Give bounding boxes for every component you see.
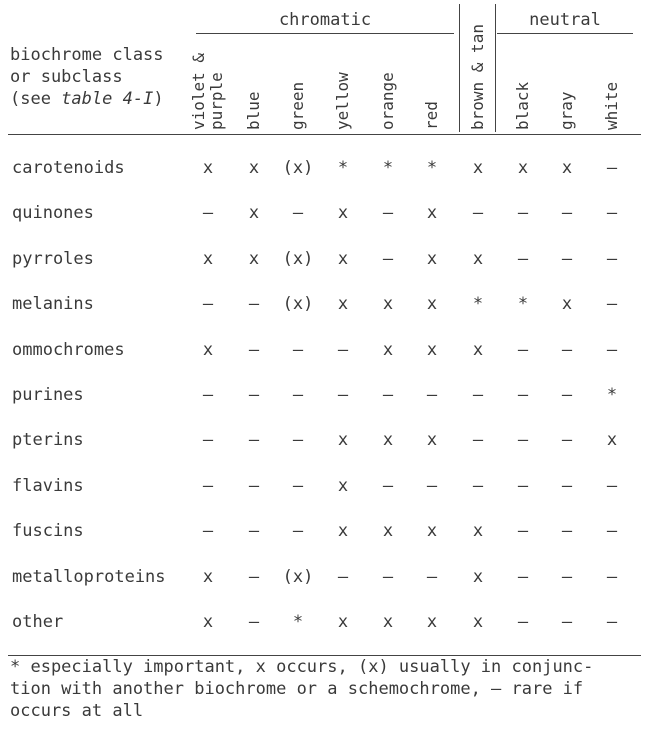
row-label: ommochromes (12, 339, 125, 360)
column-header-label: white (602, 81, 621, 130)
table-cell: – (202, 385, 214, 405)
footnote-line2: tion with another biochrome or a schemochrome, – rare if (10, 679, 584, 699)
table-cell: – (517, 248, 529, 269)
table-cell: x (337, 475, 349, 496)
table-cell: x (472, 566, 484, 587)
table-cell: x (426, 339, 438, 360)
row-label: melanins (12, 294, 94, 315)
corner-label-line3 (10, 88, 164, 110)
table-cell: x (561, 294, 573, 315)
table-cell: x (337, 203, 349, 224)
table-cell: – (472, 475, 484, 496)
column-header-label: red (422, 101, 441, 130)
table-cell: x (426, 430, 438, 451)
table-cell: * (517, 294, 529, 315)
table-cell: x (202, 566, 214, 587)
table-cell: – (561, 566, 573, 587)
table-cell: x (382, 521, 394, 542)
table-cell: x (426, 612, 438, 632)
table-cell: – (561, 612, 573, 632)
table-cell: – (248, 475, 260, 496)
table-cell: – (517, 430, 529, 451)
table-cell: – (337, 566, 349, 587)
table-cell: – (517, 612, 529, 632)
row-label: carotenoids (12, 158, 125, 178)
table-cell: x (472, 339, 484, 360)
table-cell: x (248, 203, 260, 224)
column-header-label: green (288, 81, 307, 130)
table-cell: – (202, 521, 214, 542)
row-label: other (12, 612, 64, 632)
table-cell: – (606, 475, 618, 496)
table-cell: – (517, 339, 529, 360)
table-cell: – (472, 385, 484, 405)
table-cell: – (248, 430, 260, 451)
table-cell: x (472, 612, 484, 632)
table-cell: x (426, 294, 438, 315)
table-cell: – (382, 248, 394, 269)
table-cell: x (248, 158, 260, 178)
column-header-label: blue (244, 91, 263, 130)
table-cell: x (472, 521, 484, 542)
header-rule (8, 134, 641, 135)
table-cell: x (561, 158, 573, 178)
table-cell: – (606, 521, 618, 542)
table-cell: x (382, 294, 394, 315)
table-cell: x (337, 612, 349, 632)
row-label: metalloproteins (12, 566, 166, 587)
row-label: purines (12, 385, 84, 405)
table-cell: * (426, 158, 438, 178)
corner-label-line1: biochrome class (10, 45, 164, 65)
table-cell: – (337, 339, 349, 360)
table-cell: x (606, 430, 618, 451)
table-cell: * (606, 385, 618, 405)
table-cell: – (606, 294, 618, 315)
table-cell: – (561, 430, 573, 451)
table-cell: – (292, 430, 304, 451)
table-cell: – (292, 475, 304, 496)
table-cell: – (561, 203, 573, 224)
table-cell: – (202, 430, 214, 451)
table-cell: * (382, 158, 394, 178)
table-cell: x (337, 294, 349, 315)
table-cell: – (606, 566, 618, 587)
table-cell: – (561, 248, 573, 269)
row-label: flavins (12, 475, 84, 496)
row-label: pterins (12, 430, 84, 451)
table-cell: – (472, 430, 484, 451)
table-cell: – (517, 566, 529, 587)
table-cell: – (202, 294, 214, 315)
table-cell: – (606, 248, 618, 269)
column-header-label: brown & tan (468, 24, 487, 130)
table-cell: – (561, 339, 573, 360)
table-reference: table 4-I (61, 89, 154, 109)
table-cell: – (292, 339, 304, 360)
table-cell: (x) (282, 248, 314, 269)
table-cell: x (517, 158, 529, 178)
table-cell: – (292, 385, 304, 405)
table-cell: – (561, 475, 573, 496)
table-cell: – (382, 203, 394, 224)
table-cell: * (292, 612, 304, 632)
table-cell: – (248, 339, 260, 360)
table-cell: – (517, 475, 529, 496)
table-cell: – (202, 203, 214, 224)
table-cell: x (382, 430, 394, 451)
table-cell: – (248, 612, 260, 632)
table-cell: – (472, 203, 484, 224)
table-cell: (x) (282, 294, 314, 315)
table-cell: – (202, 475, 214, 496)
table-cell: – (561, 521, 573, 542)
table-cell: * (472, 294, 484, 315)
table-cell: x (426, 203, 438, 224)
column-header (582, 40, 642, 130)
table-cell: – (248, 294, 260, 315)
column-header-label: gray (557, 91, 576, 130)
table-cell: * (337, 158, 349, 178)
table-cell: – (292, 203, 304, 224)
table-cell: x (382, 612, 394, 632)
group-title-neutral: neutral (529, 10, 601, 30)
table-cell: – (561, 385, 573, 405)
table-cell: – (426, 385, 438, 405)
row-label: quinones (12, 203, 94, 224)
table-cell: x (382, 339, 394, 360)
table-cell: x (472, 158, 484, 178)
table-cell: – (248, 385, 260, 405)
footnote-line3: occurs at all (10, 701, 144, 721)
table-cell: x (426, 248, 438, 269)
table-cell: – (606, 339, 618, 360)
table-cell: x (337, 521, 349, 542)
corner-label (10, 44, 164, 110)
table-cell: x (202, 339, 214, 360)
chromatic-underline (196, 33, 454, 34)
table-cell: x (202, 612, 214, 632)
table-cell: – (248, 566, 260, 587)
table-cell: x (337, 248, 349, 269)
corner-label-suffix: ) (153, 89, 164, 109)
table-cell: – (606, 158, 618, 178)
column-header-label: violet & purple (189, 52, 226, 130)
table-cell: x (248, 248, 260, 269)
table-cell: – (606, 203, 618, 224)
neutral-underline (497, 33, 633, 34)
table-cell: – (426, 475, 438, 496)
table-cell: – (337, 385, 349, 405)
table-cell: x (202, 158, 214, 178)
table-cell: x (426, 521, 438, 542)
table-cell: (x) (282, 566, 314, 587)
column-header-label: black (513, 81, 532, 130)
table-cell: – (382, 475, 394, 496)
table-cell: – (292, 521, 304, 542)
table-cell: – (517, 385, 529, 405)
row-label: pyrroles (12, 248, 94, 269)
table-cell: – (517, 203, 529, 224)
table-cell: – (606, 612, 618, 632)
group-title-chromatic: chromatic (278, 10, 372, 30)
row-label: fuscins (12, 521, 84, 542)
footnote (10, 656, 650, 722)
table-cell: x (337, 430, 349, 451)
column-header-label: orange (378, 72, 397, 130)
column-header-label: yellow (333, 72, 352, 130)
table-cell: x (202, 248, 214, 269)
table-cell: – (382, 385, 394, 405)
table-cell: – (517, 521, 529, 542)
corner-label-prefix: (see (10, 89, 62, 109)
table-cell: – (382, 566, 394, 587)
table-cell: x (472, 248, 484, 269)
footnote-line1: * especially important, x occurs, (x) usually in conjunc- (10, 657, 594, 677)
table-cell: – (248, 521, 260, 542)
table-cell: – (426, 566, 438, 587)
table-cell: (x) (282, 158, 314, 178)
corner-label-line2: or subclass (10, 67, 123, 87)
